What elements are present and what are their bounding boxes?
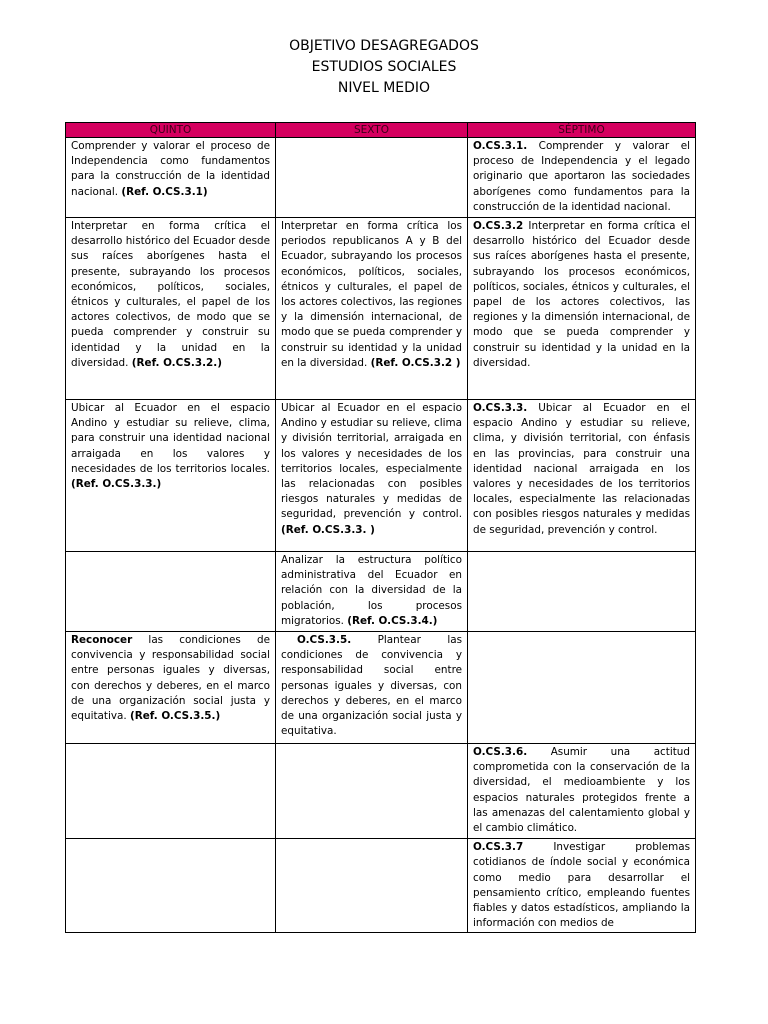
objective-code: O.CS.3.2	[473, 220, 524, 233]
objective-code: O.CS.3.5.	[297, 634, 352, 647]
objective-ref: (Ref. O.CS.3.1)	[121, 185, 208, 198]
document-title: OBJETIVO DESAGREGADOS	[289, 38, 479, 54]
document-header	[0, 36, 768, 99]
objective-text: Asumir una actitud comprometida con la conservación de la diversidad, el medioambiente y los espacios naturales protegidos frente a las amenazas del calentamiento global y el cambio climático.	[473, 746, 690, 835]
table-row	[66, 839, 696, 933]
cell-clip	[473, 840, 690, 930]
cell-quinto	[66, 218, 276, 400]
table-row	[66, 400, 696, 552]
subject-title: ESTUDIOS SOCIALES	[311, 59, 457, 75]
objective-text: Interpretar en forma crítica el desarrollo histórico del Ecuador desde sus raíces aborígenes hasta el presente, subrayando los procesos económicos, políticos, sociales, étnicos y culturales, el papel de los actores colectivos, las regiones y la dimensión internacional, de modo que se pueda comprender y construir su identidad y la unidad en la diversidad.	[473, 220, 690, 369]
cell-sexto	[276, 218, 468, 400]
cell-quinto	[66, 632, 276, 744]
cell-quinto	[66, 744, 276, 839]
cell-sexto	[276, 839, 468, 933]
objective-text: Comprender y valorar el proceso de Independencia como fundamentos para la construcción de la identidad nacional.	[71, 140, 270, 198]
cell-septimo	[468, 400, 696, 552]
objective-code: O.CS.3.7	[473, 841, 524, 854]
cell-sexto	[276, 138, 468, 218]
cell-septimo	[468, 744, 696, 839]
table-row	[66, 744, 696, 839]
cell-sexto	[276, 632, 468, 744]
cell-septimo	[468, 552, 696, 632]
cell-quinto	[66, 839, 276, 933]
table-row	[66, 552, 696, 632]
cell-sexto	[276, 744, 468, 839]
cell-sexto	[276, 400, 468, 552]
table-header-row	[66, 123, 696, 138]
objective-text: Plantear las condiciones de convivencia y responsabilidad social entre personas iguales y diversas, con derechos y deberes, en el marco de una organización social justa y equitativa.	[281, 634, 462, 738]
cell-septimo	[468, 138, 696, 218]
objective-text: Investigar problemas cotidianos de índole social y económica como medio para desarrollar el pensamiento crítico, empleando fuentes fiables y datos estadísticos, ampliando la información con medios de	[473, 841, 690, 930]
objective-text: Ubicar al Ecuador en el espacio Andino y estudiar su relieve, clima, y división territorial, con énfasis en las provincias, para construir una identidad nacional arraigada en los valores y necesidades de los territorios locales, especialmente las relacionadas con posibles riesgos naturales y medidas de seguridad, prevención y control.	[473, 402, 690, 536]
objective-code: O.CS.3.6.	[473, 746, 528, 759]
table-row	[66, 138, 696, 218]
objective-ref: (Ref. O.CS.3.2 )	[370, 356, 461, 369]
cell-septimo	[468, 839, 696, 933]
column-header-sexto: SEXTO	[276, 123, 468, 138]
cell-quinto	[66, 400, 276, 552]
objective-ref: (Ref. O.CS.3.2.)	[131, 356, 222, 369]
objective-lead: Reconocer	[71, 634, 133, 647]
level-title: NIVEL MEDIO	[337, 80, 431, 96]
cell-septimo	[468, 632, 696, 744]
cell-septimo	[468, 218, 696, 400]
objectives-table	[65, 122, 696, 933]
objective-ref: (Ref. O.CS.3.3. )	[281, 523, 375, 536]
objective-text: Ubicar al Ecuador en el espacio Andino y estudiar su relieve, clima, para construir una identidad nacional arraigada en los valores y necesidades de los territorios locales.	[71, 402, 270, 475]
cell-quinto	[66, 552, 276, 632]
column-header-quinto: QUINTO	[66, 123, 276, 138]
objective-text: Interpretar en forma crítica los periodos republicanos A y B del Ecuador, subrayando los procesos económicos, políticos, sociales, étnicos y culturales, el papel de los actores colectivos, las regiones y la dimensión internacional, de modo que se pueda comprender y construir su identidad y la unidad en la diversidad.	[281, 220, 462, 369]
objective-text: las condiciones de convivencia y responsabilidad social entre personas iguales y diversas, con derechos y deberes, en el marco de una organización social justa y equitativa.	[71, 634, 270, 723]
objective-text: Comprender y valorar el proceso de Independencia y el legado originario que aportaron las sociedades aborígenes como fundamentos para la construcción de la identidad nacional.	[473, 140, 690, 213]
cell-quinto	[66, 138, 276, 218]
table-row	[66, 218, 696, 400]
table-row	[66, 632, 696, 744]
objective-text: Ubicar al Ecuador en el espacio Andino y estudiar su relieve, clima y división territorial, arraigada en los valores y necesidades de los territorios locales, especialmente las relacionadas con posibles riesgos naturales y medidas de seguridad, prevención y control.	[281, 402, 462, 521]
objective-ref: (Ref. O.CS.3.5.)	[130, 710, 221, 723]
objective-code: O.CS.3.1.	[473, 140, 528, 152]
objective-text: Analizar la estructura político administrativa del Ecuador en relación con la diversidad de la población, los procesos migratorios.	[281, 554, 462, 627]
objective-ref: (Ref. O.CS.3.3.)	[71, 478, 162, 491]
cell-sexto	[276, 552, 468, 632]
column-header-septimo: SÉPTIMO	[468, 123, 696, 138]
objective-ref: (Ref. O.CS.3.4.)	[347, 614, 438, 627]
objective-code: O.CS.3.3.	[473, 402, 528, 415]
objective-text: Interpretar en forma crítica el desarrollo histórico del Ecuador desde sus raíces aborígenes hasta el presente, subrayando los procesos económicos, políticos, sociales, étnicos y culturales, el papel de los actores colectivos, de modo que se pueda comprender y construir su identidad y la unidad en la diversidad.	[71, 220, 270, 369]
